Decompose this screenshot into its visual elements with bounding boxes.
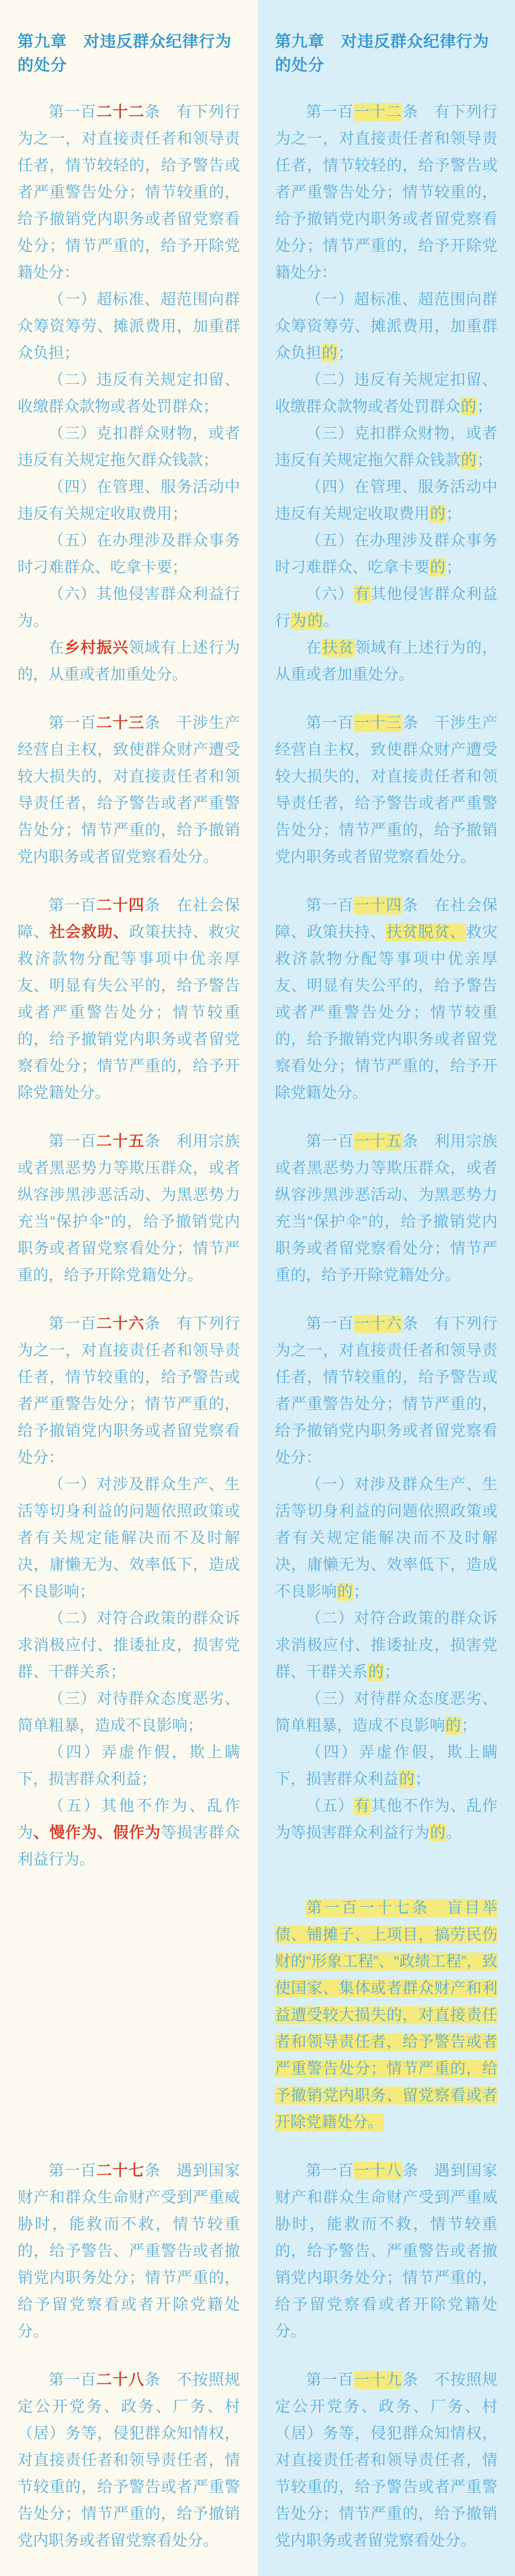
right-column-cell xyxy=(258,2136,515,2345)
added-text: 社会救助、 xyxy=(49,924,129,941)
right-column-cell xyxy=(258,2345,515,2554)
revised-paragraph xyxy=(18,635,240,688)
highlighted-text: 的 xyxy=(430,1824,445,1841)
highlighted-text: 有 xyxy=(354,586,370,603)
text-run: 第一百 xyxy=(306,104,354,121)
left-column-cell xyxy=(0,474,258,528)
left-column-cell xyxy=(0,1739,258,1793)
original-paragraph xyxy=(275,474,497,528)
right-column-cell xyxy=(258,1739,515,1793)
comparison-grid xyxy=(0,77,515,2576)
revised-paragraph xyxy=(18,1793,240,1873)
text-run: 在 xyxy=(306,639,322,656)
text-run: （六） xyxy=(306,586,354,603)
text-run: 等损害群众利益行为。 xyxy=(18,1824,241,1868)
original-paragraph xyxy=(275,1793,497,1846)
revised-paragraph xyxy=(18,1289,240,1471)
added-text: 乡村振兴 xyxy=(64,639,129,656)
highlighted-text: 扶贫脱贫、 xyxy=(386,924,466,941)
original-paragraph xyxy=(275,77,497,286)
text-run: 领域有上述行为的，从重或者加重处分。 xyxy=(275,639,498,683)
highlighted-text: 的 xyxy=(461,452,476,469)
chapter-title-left: 第九章 对违反群众纪律行为的处分 xyxy=(18,32,232,74)
left-column-cell xyxy=(0,286,258,367)
text-run: （三）对待群众态度恶劣、简单粗暴，造成不良影响 xyxy=(275,1690,497,1734)
text-run: ； xyxy=(446,505,461,522)
text-run: ； xyxy=(477,398,492,415)
text-run: 第一百 xyxy=(48,897,97,914)
text-run: 条 遇到国家财产和群众生命财产受到严重威胁时，能救而不救，情节较重的，给予警告、严重警告或者撤销党内职务处分；情节严重的，给予留党察看或者开除党籍处分。 xyxy=(275,2162,498,2340)
revised-paragraph xyxy=(18,474,240,528)
text-run: 条 遇到国家财产和群众生命财产受到严重威胁时，能救而不救，情节较重的，给予警告、严重警告或者撤销党内职务处分；情节严重的，给予留党察看或者开除党籍处分。 xyxy=(18,2162,241,2340)
revised-paragraph xyxy=(18,2345,240,2554)
left-column-cell xyxy=(0,1289,258,1471)
highlighted-text: 的 xyxy=(430,559,445,576)
text-run: 条 干涉生产经营自主权，致使群众财产遭受较大损失的，对直接责任者和领导责任者，给予警告或者严重警告处分；情节严重的，给予撤销党内职务或者留党察看处分。 xyxy=(275,715,498,866)
added-text: 二十五 xyxy=(96,1133,145,1150)
highlighted-text: 有 xyxy=(354,1798,370,1815)
right-column-cell xyxy=(258,286,515,367)
original-paragraph xyxy=(275,2136,497,2345)
revised-paragraph xyxy=(18,1471,240,1605)
added-text: 二十四 xyxy=(96,897,145,914)
text-run: ； xyxy=(384,1664,400,1681)
left-column-cell xyxy=(0,1107,258,1289)
left-column-cell xyxy=(0,688,258,871)
original-paragraph xyxy=(275,528,497,581)
highlighted-text: 一十三 xyxy=(354,715,402,732)
text-run: （五） xyxy=(306,1798,354,1815)
text-run: 第一百 xyxy=(306,1315,354,1332)
text-run: ； xyxy=(415,1771,431,1788)
text-run: 条 有下列行为之一，对直接责任者和领导责任者，情节较重的，给予警告或者严重警告处分；情节严重的，给予撤销党内职务或者留党察看处分： xyxy=(275,1315,498,1466)
right-column-cell xyxy=(258,528,515,581)
right-column-cell xyxy=(258,1873,515,2136)
highlighted-text: 的 xyxy=(337,1583,353,1600)
right-column-cell xyxy=(258,635,515,688)
text-run: （一）超标准、超范围向群众筹资筹劳、摊派费用，加重群众负担； xyxy=(18,291,240,362)
left-column-cell xyxy=(0,1793,258,1873)
original-paragraph xyxy=(275,367,497,420)
revised-paragraph xyxy=(18,1605,240,1686)
text-run: ； xyxy=(338,345,353,362)
right-column-cell xyxy=(258,688,515,871)
left-column-cell xyxy=(0,581,258,635)
text-run: （三）克扣群众财物，或者违反有关规定拖欠群众钱款； xyxy=(18,425,240,469)
text-run: （四）弄虚作假，欺上瞒下，损害群众利益 xyxy=(275,1744,497,1788)
left-column-cell xyxy=(0,2345,258,2554)
text-run: 条 干涉生产经营自主权，致使群众财产遭受较大损失的，对直接责任者和领导责任者，给予警告或者严重警告处分；情节严重的，给予撤销党内职务或者留党察看处分。 xyxy=(18,715,241,866)
revised-paragraph xyxy=(18,528,240,581)
added-text: 二十七 xyxy=(96,2162,145,2179)
text-run: 条 利用宗族或者黑恶势力等欺压群众，或者纵容涉黑涉恶活动、为黑恶势力充当“保护伞”的，给予撤销党内职务或者留党察看处分；情节严重的，给予开除党籍处分。 xyxy=(275,1133,498,1284)
highlighted-text: 一十二 xyxy=(354,104,402,121)
revised-paragraph xyxy=(18,871,240,1107)
text-run: 条 有下列行为之一，对直接责任者和领导责任者，情节较重的，给予警告或者严重警告处分；情节严重的，给予撤销党内职务或者留党察看处分： xyxy=(18,1315,241,1466)
text-run: 在 xyxy=(48,639,65,656)
text-run: 第一百 xyxy=(48,2371,97,2388)
original-paragraph xyxy=(275,635,497,688)
right-column-cell xyxy=(258,871,515,1107)
original-paragraph xyxy=(275,688,497,871)
left-column-cell xyxy=(0,420,258,474)
text-run: （一）对涉及群众生产、生活等切身利益的问题依照政策或者有关规定能解决而不及时解决，庸懒无为、效率低下，造成不良影响； xyxy=(18,1476,240,1600)
original-paragraph xyxy=(275,1107,497,1289)
highlighted-text: 为 xyxy=(291,613,306,630)
right-column-cell xyxy=(258,2554,515,2576)
text-run: 其他侵害群众利益行 xyxy=(275,586,498,630)
highlighted-text: 的 xyxy=(322,345,337,362)
text-run: 其他不作为、乱作为等损害群众利益行为 xyxy=(275,1798,498,1841)
left-column-cell xyxy=(0,1471,258,1605)
text-run: 政策扶持、救灾救济款物分配等事项中优亲厚友、明显有失公平的，给予警告或者严重警告处分；情节较重的，给予撤销党内职务或者留党察看处分；情节严重的，给予开除党籍处分。 xyxy=(18,924,241,1101)
text-run: （二）违反有关规定扣留、收缴群众款物或者处罚群众； xyxy=(18,371,240,415)
original-paragraph xyxy=(275,1686,497,1739)
chapter-title-right: 第九章 对违反群众纪律行为的处分 xyxy=(275,32,489,74)
highlighted-text: 一十九 xyxy=(354,2371,402,2388)
text-run: 第一百 xyxy=(306,2371,354,2388)
original-paragraph xyxy=(275,1873,497,2136)
revised-paragraph xyxy=(18,581,240,635)
text-run: 条 不按照规定公开党务、政务、厂务、村（居）务等，侵犯群众知情权，对直接责任者和领导责任者，情节较重的，给予警告或者严重警告处分；情节严重的，给予撤销党内职务或者留党察看处分。 xyxy=(275,2371,498,2549)
right-column-cell xyxy=(258,1686,515,1739)
text-run: ； xyxy=(477,452,492,469)
text-run: （四）弄虚作假，欺上瞒下，损害群众利益； xyxy=(18,1744,240,1788)
text-run: 第一百 xyxy=(48,104,97,121)
text-run: 第一百 xyxy=(48,1133,97,1150)
highlighted-text: 一十四 xyxy=(354,897,402,914)
text-run: （二）违反有关规定扣留、收缴群众款物或者处罚群众 xyxy=(275,371,497,415)
highlighted-text: 的 xyxy=(399,1771,415,1788)
right-column-cell xyxy=(258,1793,515,1873)
left-column-cell xyxy=(0,1873,258,2136)
right-column-cell xyxy=(258,1289,515,1471)
text-run: 第一百 xyxy=(306,2162,354,2179)
text-run: （三）克扣群众财物，或者违反有关规定拖欠群众钱款 xyxy=(275,425,497,469)
text-run: ； xyxy=(446,559,461,576)
text-run: （四）在管理、服务活动中违反有关规定收取费用 xyxy=(275,479,497,522)
text-run: 第一百 xyxy=(48,715,97,732)
text-run: 救灾救济款物分配等事项中优亲厚友、明显有失公平的，给予警告或者严重警告处分；情节较重的，给予撤销党内职务或者留党察看处分；情节严重的，给予开除党籍处分。 xyxy=(275,924,498,1101)
text-run: 条 不按照规定公开党务、政务、厂务、村（居）务等，侵犯群众知情权，对直接责任者和领导责任者，情节较重的，给予警告或者严重警告处分；情节严重的，给予撤销党内职务或者留党察看处分。 xyxy=(18,2371,241,2549)
original-paragraph xyxy=(275,1471,497,1605)
original-paragraph xyxy=(275,1739,497,1793)
revised-paragraph xyxy=(18,77,240,286)
highlighted-text: 一十五 xyxy=(354,1133,402,1150)
right-column-cell xyxy=(258,1605,515,1686)
text-run: 第一百 xyxy=(306,715,354,732)
text-run: ； xyxy=(353,1583,369,1600)
added-text: 二十六 xyxy=(96,1315,145,1332)
highlighted-text: 的 xyxy=(461,398,476,415)
text-run: 第一百 xyxy=(306,1133,354,1150)
added-text: 、慢作为、假作为 xyxy=(33,1824,161,1841)
text-run: （二）对符合政策的群众诉求消极应付、推诿扯皮，损害党群、干群关系 xyxy=(275,1610,497,1681)
left-column-cell xyxy=(0,1605,258,1686)
highlighted-text: 的 xyxy=(307,613,323,630)
right-column-cell xyxy=(258,77,515,286)
right-column-cell xyxy=(258,1471,515,1605)
original-paragraph xyxy=(275,2345,497,2554)
revised-paragraph xyxy=(18,286,240,367)
text-run: （六）其他侵害群众利益行为。 xyxy=(18,586,240,630)
left-column-cell xyxy=(0,635,258,688)
revised-paragraph xyxy=(18,1739,240,1793)
original-paragraph xyxy=(275,581,497,635)
added-text: 二十三 xyxy=(96,715,145,732)
original-paragraph xyxy=(275,2554,497,2576)
left-column-cell xyxy=(0,367,258,420)
right-column-cell xyxy=(258,581,515,635)
text-run: 条 在社会保障、 xyxy=(18,897,241,941)
original-paragraph xyxy=(275,286,497,367)
left-column-cell xyxy=(0,528,258,581)
highlighted-text: 的 xyxy=(445,1717,461,1734)
revised-paragraph xyxy=(18,1107,240,1289)
left-column-cell xyxy=(0,871,258,1107)
text-run: 条 有下列行为之一，对直接责任者和领导责任者，情节较轻的，给予警告或者严重警告处分；情节较重的，给予撤销党内职务或者留党察看处分；情节严重的，给予开除党籍处分： xyxy=(275,104,498,281)
revised-paragraph xyxy=(18,420,240,474)
text-run: （一）超标准、超范围向群众筹资筹劳、摊派费用，加重群众负担 xyxy=(275,291,497,362)
original-paragraph xyxy=(275,871,497,1107)
text-run: 第一百 xyxy=(306,897,354,914)
revised-paragraph xyxy=(18,2136,240,2345)
left-column-cell xyxy=(0,2554,258,2576)
left-column-cell xyxy=(0,77,258,286)
highlighted-text: 一十八 xyxy=(354,2162,402,2179)
text-run: 第一百 xyxy=(48,2162,97,2179)
highlighted-text: 扶贫 xyxy=(322,639,354,656)
text-run: ； xyxy=(461,1717,477,1734)
text-run: 条 有下列行为之一，对直接责任者和领导责任者，情节较轻的，给予警告或者严重警告处分；情节较重的，给予撤销党内职务或者留党察看处分；情节严重的，给予开除党籍处分： xyxy=(18,104,241,281)
right-column-cell xyxy=(258,474,515,528)
revised-paragraph xyxy=(18,1686,240,1739)
text-run: （五）在办理涉及群众事务时刁难群众、吃拿卡要； xyxy=(18,532,240,576)
highlighted-text: 第一百一十七条 盲目举债、铺摊子、上项目，搞劳民伤财的“形象工程”、“政绩工程”，致使国家、集体或者群众财产和利益遭受较大损失的，对直接责任者和领导责任者，给予警告或者严重警告处分；情节严重的，给予撤销党内职务、留党察看或者开除党籍处分。 xyxy=(275,1900,497,2131)
text-run: 领域有上述行为的，从重或者加重处分。 xyxy=(18,639,241,683)
original-paragraph xyxy=(275,420,497,474)
added-text: 二十二 xyxy=(96,104,145,121)
added-text: 二十八 xyxy=(96,2371,145,2388)
text-run: （三）对待群众态度恶劣、简单粗暴，造成不良影响； xyxy=(18,1690,240,1734)
revised-paragraph xyxy=(18,688,240,871)
left-column-cell xyxy=(0,2136,258,2345)
text-run: （五）在办理涉及群众事务时刁难群众、吃拿卡要 xyxy=(275,532,497,576)
text-run: 。 xyxy=(446,1824,461,1841)
revised-paragraph xyxy=(18,367,240,420)
text-run: 。 xyxy=(323,613,339,630)
right-column-cell xyxy=(258,367,515,420)
text-run: 第一百 xyxy=(48,1315,97,1332)
original-paragraph xyxy=(275,1605,497,1686)
text-run: （四）在管理、服务活动中违反有关规定收取费用； xyxy=(18,479,240,522)
text-run: （五）其他不作为、乱作为 xyxy=(18,1798,240,1841)
chapter-title-row xyxy=(0,0,515,77)
text-run: 条 利用宗族或者黑恶势力等欺压群众，或者纵容涉黑涉恶活动、为黑恶势力充当“保护伞”的，给予撤销党内职务或者留党察看处分；情节严重的，给予开除党籍处分。 xyxy=(18,1133,241,1284)
right-column-cell xyxy=(258,1107,515,1289)
text-run: 条 在社会保障、政策扶持、 xyxy=(275,897,498,941)
left-column-cell xyxy=(0,1686,258,1739)
original-paragraph xyxy=(275,1289,497,1471)
right-column-cell xyxy=(258,420,515,474)
highlighted-text: 的 xyxy=(368,1664,384,1681)
highlighted-text: 的 xyxy=(430,505,445,522)
revised-paragraph xyxy=(18,2554,240,2576)
text-run: （一）对涉及群众生产、生活等切身利益的问题依照政策或者有关规定能解决而不及时解决，庸懒无为、效率低下，造成不良影响 xyxy=(275,1476,497,1600)
text-run: （二）对符合政策的群众诉求消极应付、推诿扯皮，损害党群、干群关系； xyxy=(18,1610,240,1681)
highlighted-text: 一十六 xyxy=(354,1315,402,1332)
